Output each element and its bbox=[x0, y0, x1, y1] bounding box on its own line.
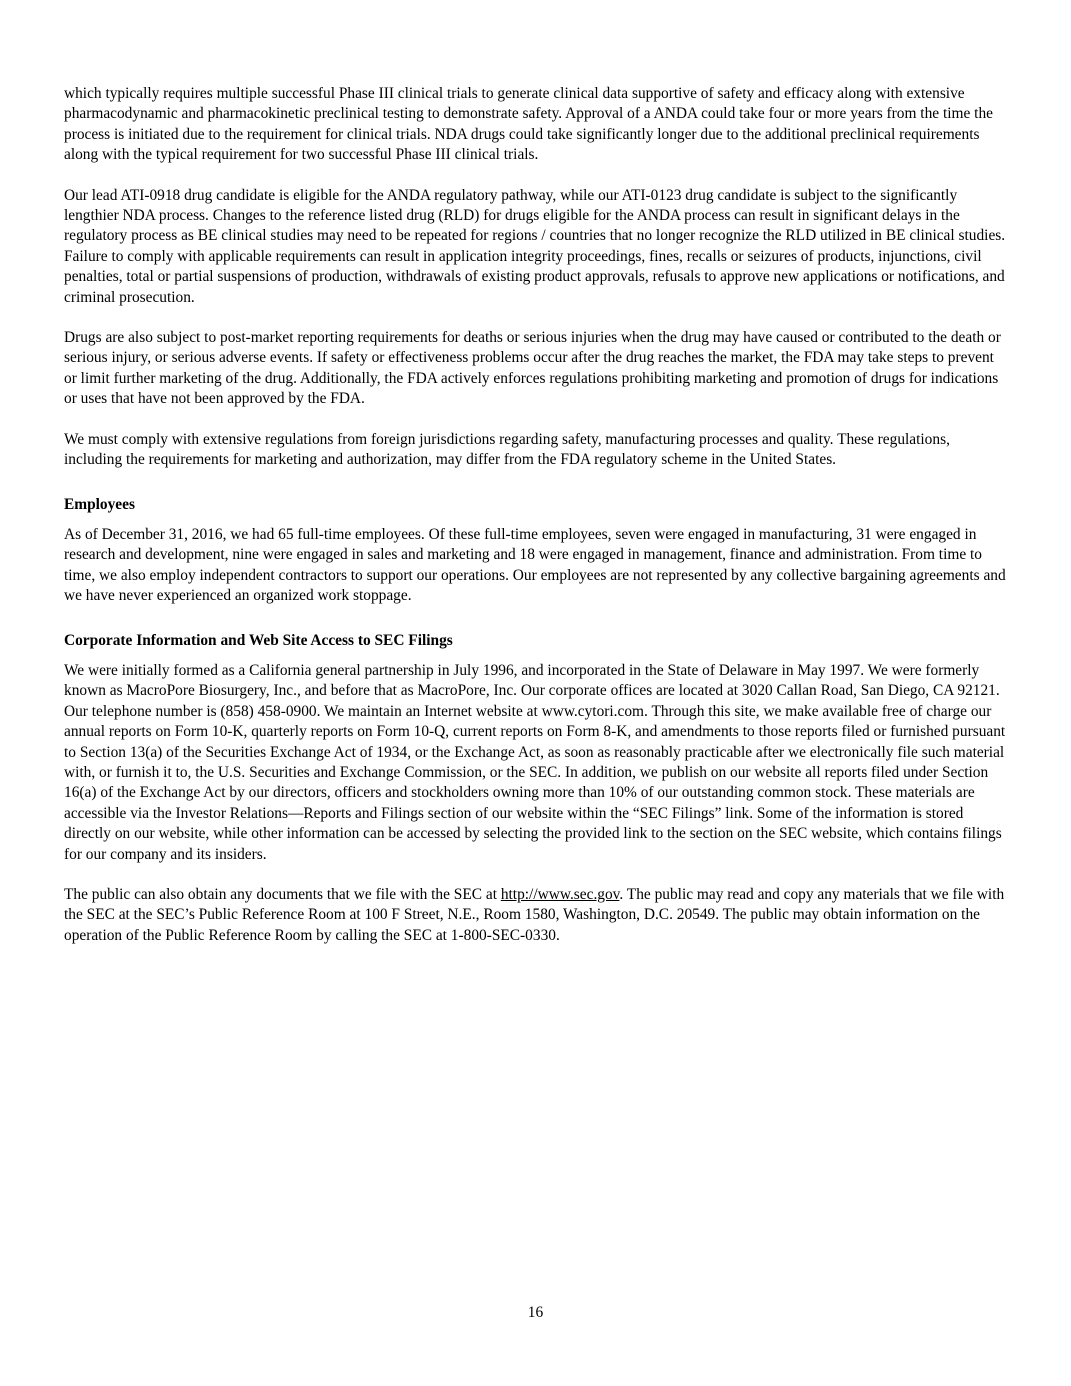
page-number: 16 bbox=[527, 1304, 544, 1321]
paragraph-post-market: Drugs are also subject to post-market reporting requirements for deaths or serious injuries when the drug may have caused or contributed to the death or serious injury, or serious adverse events. If safety or effectiveness problems occur after the drug reaches the market, the FDA may take steps to prevent or limit further marketing of the drug. Additionally, the FDA actively enforces regulations prohibiting marketing and promotion of drugs for indications or uses that have not been approved by the FDA. bbox=[64, 329, 1001, 408]
employees-heading: Employees bbox=[64, 495, 135, 513]
paragraph-drug-candidates: Our lead ATI-0918 drug candidate is eligible for the ANDA regulatory pathway, while our ATI-0123 drug candidate is subject to the significantly lengthier NDA process. Changes to the reference listed drug (RLD) for drugs eligible for the ANDA process can result in significant delays in the regulatory process as BE clinical studies may need to be repeated for regions / countries that no longer recognize the RLD utilized in BE clinical studies. Failure to comply with applicable requirements can result in application integrity proceedings, fines, recalls or seizures of products, injunctions, civil penalties, total or partial suspensions of production, withdrawals of existing product approvals, refusals to approve new applications or notifications, and criminal prosecution. bbox=[64, 186, 1006, 306]
sec-website-link[interactable]: http://www.sec.gov bbox=[500, 886, 620, 903]
document-page bbox=[64, 84, 1009, 946]
public-access-text-end: . The public may read and copy any materials that we file with the SEC at the SEC’s Public Reference Room at 100 F Street, N.E., Room 1580, Washington, D.C. 20549. The public may obtain information on the operation of the Public Reference Room by calling the SEC at 1-800-SEC-0330. bbox=[64, 886, 1005, 944]
public-access-paragraph bbox=[64, 885, 1009, 946]
public-access-text-start: The public can also obtain any documents that we file with the SEC at bbox=[64, 886, 501, 903]
corporate-info-paragraph: We were initially formed as a California general partnership in July 1996, and incorporated in the State of Delaware in May 1997. We were formerly known as MacroPore Biosurgery, Inc., and before that as MacroPore, Inc. Our corporate offices are located at 3020 Callan Road, San Diego, CA 92121. Our telephone number is (858) 458-0900. We maintain an Internet website at www.cytori.com. Through this site, we make available free of charge our annual reports on Form 10-K, quarterly reports on Form 10-Q, current reports on Form 8-K, and amendments to those reports filed or furnished pursuant to Section 13(a) of the Securities Exchange Act of 1934, or the Exchange Act, as soon as reasonably practicable after we electronically file such material with, or furnish it to, the U.S. Securities and Exchange Commission, or the SEC. In addition, we publish on our website all reports filed under Section 16(a) of the Exchange Act by our directors, officers and stockholders owning more than 10% of our outstanding common stock. These materials are accessible via the Investor Relations—Reports and Filings section of our website within the “SEC Filings” link. Some of the information is stored directly on our website, while other information can be accessed by selecting the provided link to the section on the SEC website, which contains filings for our company and its insiders. bbox=[64, 661, 1006, 863]
employees-paragraph: As of December 31, 2016, we had 65 full-time employees. Of these full-time employees, seven were engaged in manufacturing, 31 were engaged in research and development, nine were engaged in sales and marketing and 18 were engaged in management, finance and administration. From time to time, we also employ independent contractors to support our operations. Our employees are not represented by any collective bargaining agreements and we have never experienced an organized work stoppage. bbox=[64, 525, 1006, 605]
paragraph-approval-timeline: which typically requires multiple successful Phase III clinical trials to generate clinical data supportive of safety and efficacy along with extensive pharmacodynamic and pharmacokinetic preclinical testing to demonstrate safety. Approval of a ANDA could take four or more years from the time the process is initiated due to the requirement for clinical trials. NDA drugs could take significantly longer due to the additional preclinical requirements along with the typical requirement for two successful Phase III clinical trials. bbox=[64, 85, 993, 164]
paragraph-foreign-regulations: We must comply with extensive regulations from foreign jurisdictions regarding safety, manufacturing processes and quality. These regulations, including the requirements for marketing and authorization, may differ from the FDA regulatory scheme in the United States. bbox=[64, 430, 950, 469]
corporate-info-heading: Corporate Information and Web Site Access to SEC Filings bbox=[64, 631, 453, 649]
